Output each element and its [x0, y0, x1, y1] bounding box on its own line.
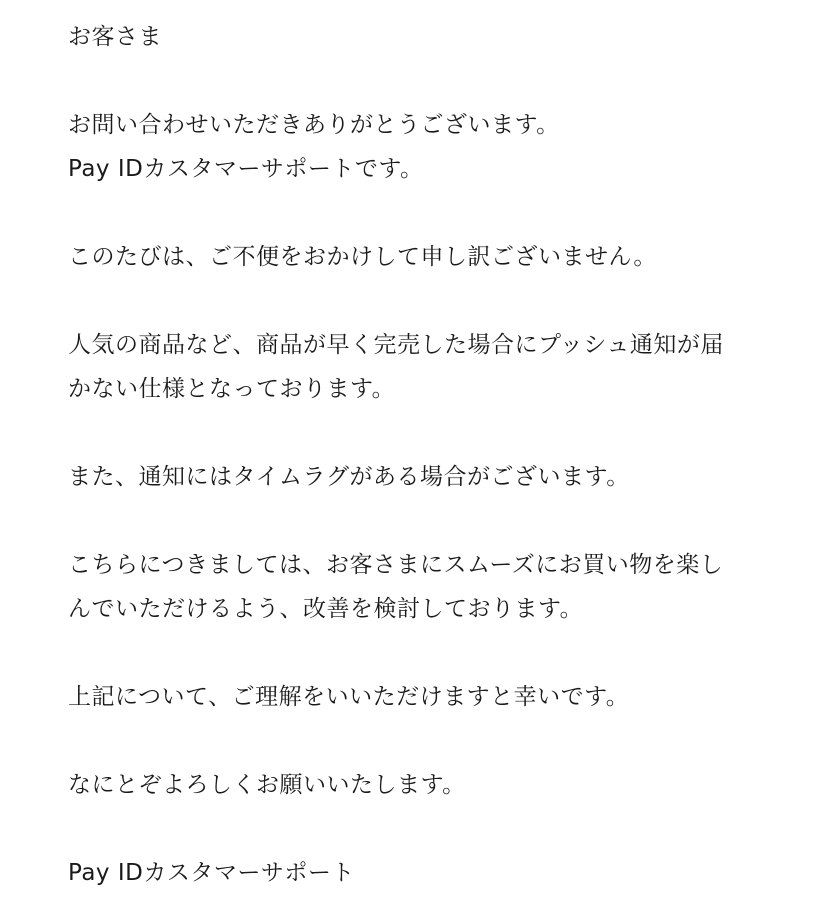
thanks-text: お問い合わせいただきありがとうございます。	[68, 112, 560, 138]
greeting: お客さま	[68, 24, 162, 50]
explanation-line-1: 人気の商品など、商品が早く完売した場合にプッシュ通知が届	[68, 332, 724, 358]
apology-text: このたびは、ご不便をおかけして申し訳ございません。	[68, 244, 657, 270]
sender-intro: Pay IDカスタマーサポートです。	[68, 156, 424, 182]
improvement-line-1: こちらにつきましては、お客さまにスムーズにお買い物を楽し	[68, 552, 724, 578]
timelag-text: また、通知にはタイムラグがある場合がございます。	[68, 464, 630, 490]
closing-text: なにとぞよろしくお願いいたします。	[68, 772, 466, 798]
signature: Pay IDカスタマーサポート	[68, 860, 355, 886]
explanation-line-2: かない仕様となっております。	[68, 376, 396, 402]
understanding-text: 上記について、ご理解をいいただけますと幸いです。	[68, 684, 630, 710]
improvement-line-2: んでいただけるよう、改善を検討しております。	[68, 596, 584, 622]
